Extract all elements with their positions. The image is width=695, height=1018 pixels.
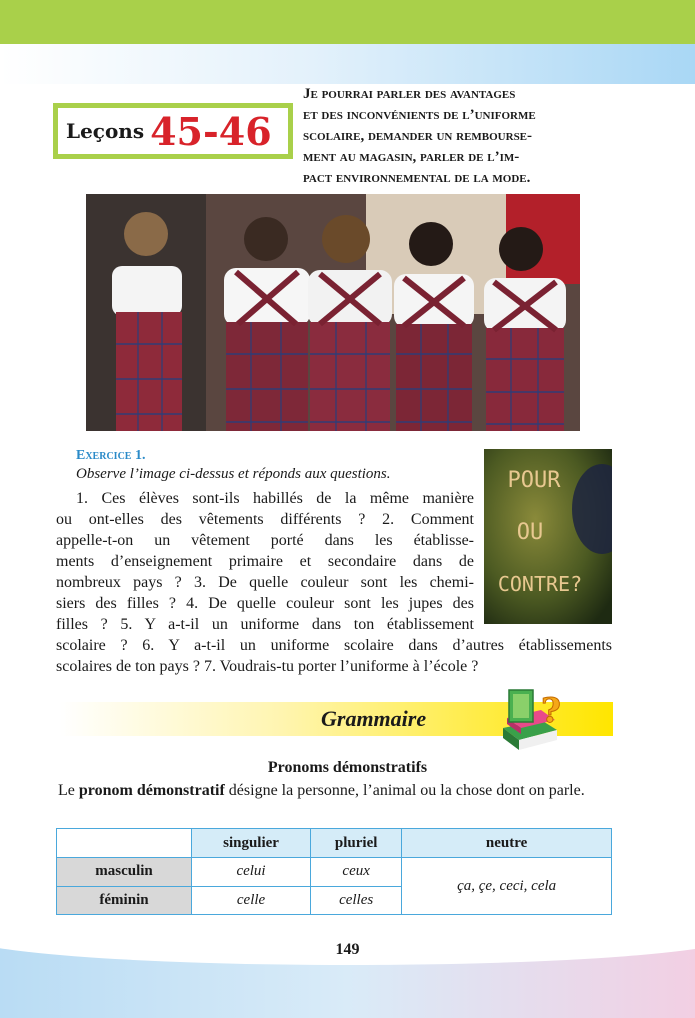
top-green-band (0, 0, 695, 44)
table-row-label: masculin (57, 858, 192, 887)
grammar-definition (58, 780, 613, 802)
table-corner-cell (57, 829, 192, 858)
objective-line: pact environnemental de la mode. (303, 170, 531, 186)
exercise-title: Exercice 1. (76, 448, 146, 463)
exercise-line: nombreux pays ? 3. De quelle couleur sont les chemi- (56, 574, 474, 591)
grammar-subheading: Pronoms démonstratifs (267, 759, 428, 776)
top-blue-band (0, 44, 695, 84)
table-header: neutre (402, 829, 612, 858)
table-header-row (57, 829, 612, 858)
pour-ou-contre-line-1: POUR (507, 468, 561, 493)
exercise-line: ou ont-elles des vêtements différents ? 2. Comment (56, 511, 474, 528)
objective-line: ment au magasin, parler de l’im- (303, 149, 520, 165)
pour-ou-contre-image (484, 449, 612, 624)
exercise-line: appelle-t-on un vêtement porté dans les établisse- (56, 532, 474, 549)
table-header: singulier (192, 829, 311, 858)
objective-line: et des inconvénients de l’uniforme (303, 107, 536, 123)
exercise-line: filles ? 5. Y a-t-il un uniforme dans ton établissement (56, 616, 474, 633)
exercise-instruction: Observe l’image ci-dessus et réponds aux questions. (76, 466, 391, 482)
exercise-line: siers des filles ? 4. De quelle couleur sont les jupes des (56, 595, 474, 612)
table-row-label: féminin (57, 886, 192, 915)
table-cell: celui (192, 858, 311, 887)
lesson-label: Leçons (66, 119, 145, 143)
table-row (57, 858, 612, 887)
table-cell: celle (192, 886, 311, 915)
schoolgirls-photo (86, 194, 580, 431)
exercise-line: 1. Ces élèves sont-ils habillés de la même manière (76, 490, 474, 507)
pour-ou-contre-line-3: CONTRE? (497, 572, 583, 596)
table-cell: celles (311, 886, 402, 915)
page-number: 149 (335, 941, 360, 958)
svg-text:?: ? (541, 691, 561, 731)
lesson-number: 45-46 (150, 108, 272, 154)
demonstrative-pronouns-table (56, 828, 612, 915)
table-header: pluriel (311, 829, 402, 858)
grammar-title: Grammaire (321, 706, 427, 731)
objective-line: scolaire, demander un rembourse- (303, 128, 533, 144)
exercise-line: ments d’enseignement primaire et secondaire dans de (56, 553, 474, 570)
books-question-icon (497, 684, 563, 754)
definition-text-start: Le (58, 782, 79, 799)
lesson-objectives (303, 84, 623, 189)
definition-text-end: désigne la personne, l’animal ou la chose dont on parle. (224, 782, 585, 799)
definition-term: pronom démonstratif (78, 782, 225, 799)
table-cell: ceux (311, 858, 402, 887)
lesson-badge-inner (58, 108, 288, 154)
lesson-badge (53, 103, 293, 159)
exercise-line: scolaires de ton pays ? 7. Voudrais-tu porter l’uniforme à l’école ? (56, 658, 479, 675)
exercise-line: scolaire ? 6. Y a-t-il un uniforme scolaire dans d’autres établissements (56, 637, 612, 654)
table-cell-neutral: ça, çe, ceci, cela (402, 858, 612, 915)
pour-ou-contre-line-2: OU (516, 520, 544, 545)
objective-line: Je pourrai parler des avantages (303, 86, 516, 102)
